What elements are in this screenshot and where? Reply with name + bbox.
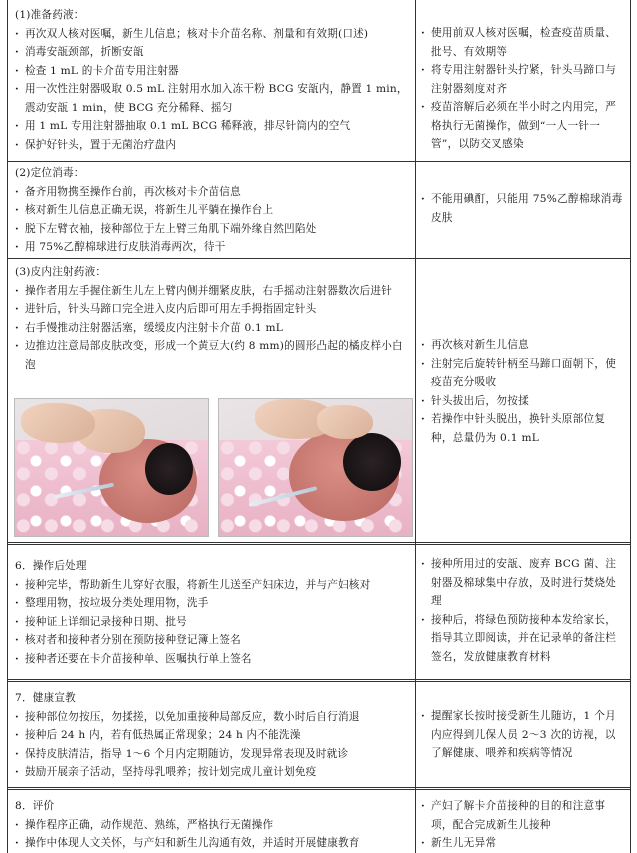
step-item: · 整理用物，按垃圾分类处理用物，洗手 bbox=[14, 594, 410, 613]
step-item: · 接种后 24 h 内，若有低热属正常现象；24 h 内不能洗澡 bbox=[14, 726, 410, 745]
step-item: · 脱下左臂衣袖，接种部位于左上臂三角肌下端外缘自然凹陷处 bbox=[14, 220, 410, 239]
row-prepare-vaccine bbox=[8, 0, 630, 162]
note-item: · 提醒家长按时接受新生儿随访，1 个月内应得到儿保人员 2～3 次的访视，以了解健康、喂养和疾病等情况 bbox=[420, 707, 625, 763]
injection-photo-right bbox=[218, 398, 413, 537]
section-title: 6．操作后处理 bbox=[15, 560, 87, 572]
step-item: · 鼓励开展亲子活动，坚持母乳喂养；按计划完成儿童计划免疫 bbox=[14, 763, 410, 782]
note-item: · 注射完后旋转针柄至马蹄口面朝下，使疫苗充分吸收 bbox=[420, 355, 625, 392]
note-item: · 将专用注射器针头拧紧，针头马蹄口与注射器刻度对齐 bbox=[420, 61, 625, 98]
section-title: (2)定位消毒： bbox=[15, 167, 85, 179]
row-post-operation bbox=[8, 545, 630, 682]
row-position-disinfect bbox=[8, 162, 630, 259]
step-item: · 检查 1 mL 的卡介苗专用注射器 bbox=[14, 62, 410, 81]
step-item: · 再次双人核对医嘱，新生儿信息；核对卡介苗名称、剂量和有效期(口述) bbox=[14, 25, 410, 44]
step-item: · 保护好针头，置于无菌治疗盘内 bbox=[14, 136, 410, 155]
note-item: · 接种后，将绿色预防接种本发给家长，指导其立即阅读，并在记录单的备注栏签名，发放健康教育材料 bbox=[420, 611, 625, 667]
note-item: · 再次核对新生儿信息 bbox=[420, 336, 625, 355]
note-item: · 疫苗溶解后必须在半小时之内用完，严格执行无菌操作，做到“一人一针一管”，以防交叉感染 bbox=[420, 98, 625, 154]
step-item: · 核对新生儿信息正确无误，将新生儿平躺在操作台上 bbox=[14, 201, 410, 220]
note-item: · 不能用碘酊，只能用 75%乙醇棉球消毒皮肤 bbox=[420, 190, 625, 227]
step-item: · 核对者和接种者分别在预防接种登记簿上签名 bbox=[14, 631, 410, 650]
section-title: (3)皮内注射药液： bbox=[15, 266, 107, 278]
step-item: · 接种部位勿按压，勿揉搓，以免加重接种局部反应，数小时后自行消退 bbox=[14, 708, 410, 727]
section-title: 7．健康宣教 bbox=[15, 692, 76, 704]
step-item: · 备齐用物携至操作台前，再次核对卡介苗信息 bbox=[14, 183, 410, 202]
step-item: · 消毒安瓿颈部，折断安瓿 bbox=[14, 43, 410, 62]
procedure-table bbox=[7, 0, 631, 853]
note-item: · 新生儿无异常 bbox=[420, 834, 625, 853]
row-health-education bbox=[8, 682, 630, 790]
step-item: · 用 1 mL 专用注射器抽取 0.1 mL BCG 稀释液，排尽针筒内的空气 bbox=[14, 117, 410, 136]
section-title: (1)准备药液： bbox=[15, 9, 85, 21]
step-item: · 进针后，针头马蹄口完全进入皮内后即可用左手拇指固定针头 bbox=[14, 300, 410, 319]
step-item: · 接种完毕，帮助新生儿穿好衣服，将新生儿送至产妇床边，并与产妇核对 bbox=[14, 576, 410, 595]
step-item: · 操作程序正确，动作规范、熟练，严格执行无菌操作 bbox=[14, 816, 410, 835]
step-item: · 保持皮肤清洁，指导 1～6 个月内定期随访，发现异常表现及时就诊 bbox=[14, 745, 410, 764]
step-item: · 边推边注意局部皮肤改变，形成一个黄豆大(约 8 mm)的圆形凸起的橘皮样小白泡 bbox=[14, 337, 410, 374]
injection-photo-left bbox=[14, 398, 209, 537]
step-item: · 用一次性注射器吸取 0.5 mL 注射用水加入冻干粉 BCG 安瓿内，静置 1 min，震动安瓿 1 min，使 BCG 充分稀释、摇匀 bbox=[14, 80, 410, 117]
step-item: · 右手慢推动注射器活塞，缓缓皮内注射卡介苗 0.1 mL bbox=[14, 319, 410, 338]
step-item: · 用 75%乙醇棉球进行皮肤消毒两次，待干 bbox=[14, 238, 410, 257]
note-item: · 产妇了解卡介苗接种的目的和注意事项，配合完成新生儿接种 bbox=[420, 797, 625, 834]
row-intradermal-injection bbox=[8, 259, 630, 545]
step-item: · 操作者用左手握住新生儿左上臂内侧并绷紧皮肤，右手摇动注射器数次后进针 bbox=[14, 282, 410, 301]
step-item: · 操作中体现人文关怀，与产妇和新生儿沟通有效，并适时开展健康教育 bbox=[14, 834, 410, 853]
note-item: · 接种所用过的安瓿、废弃 BCG 菌、注射器及棉球集中存放，及时进行焚烧处理 bbox=[420, 555, 625, 611]
note-item: · 若操作中针头脱出，换针头原部位复种，总量仍为 0.1 mL bbox=[420, 410, 625, 447]
note-item: · 针头拔出后，勿按揉 bbox=[420, 392, 625, 411]
note-item: · 使用前双人核对医嘱，检查疫苗质量、批号、有效期等 bbox=[420, 24, 625, 61]
row-evaluation bbox=[8, 790, 630, 853]
step-item: · 接种证上详细记录接种日期、批号 bbox=[14, 613, 410, 632]
step-item: · 接种者还要在卡介苗接种单、医嘱执行单上签名 bbox=[14, 650, 410, 669]
section-title: 8．评价 bbox=[15, 800, 55, 812]
